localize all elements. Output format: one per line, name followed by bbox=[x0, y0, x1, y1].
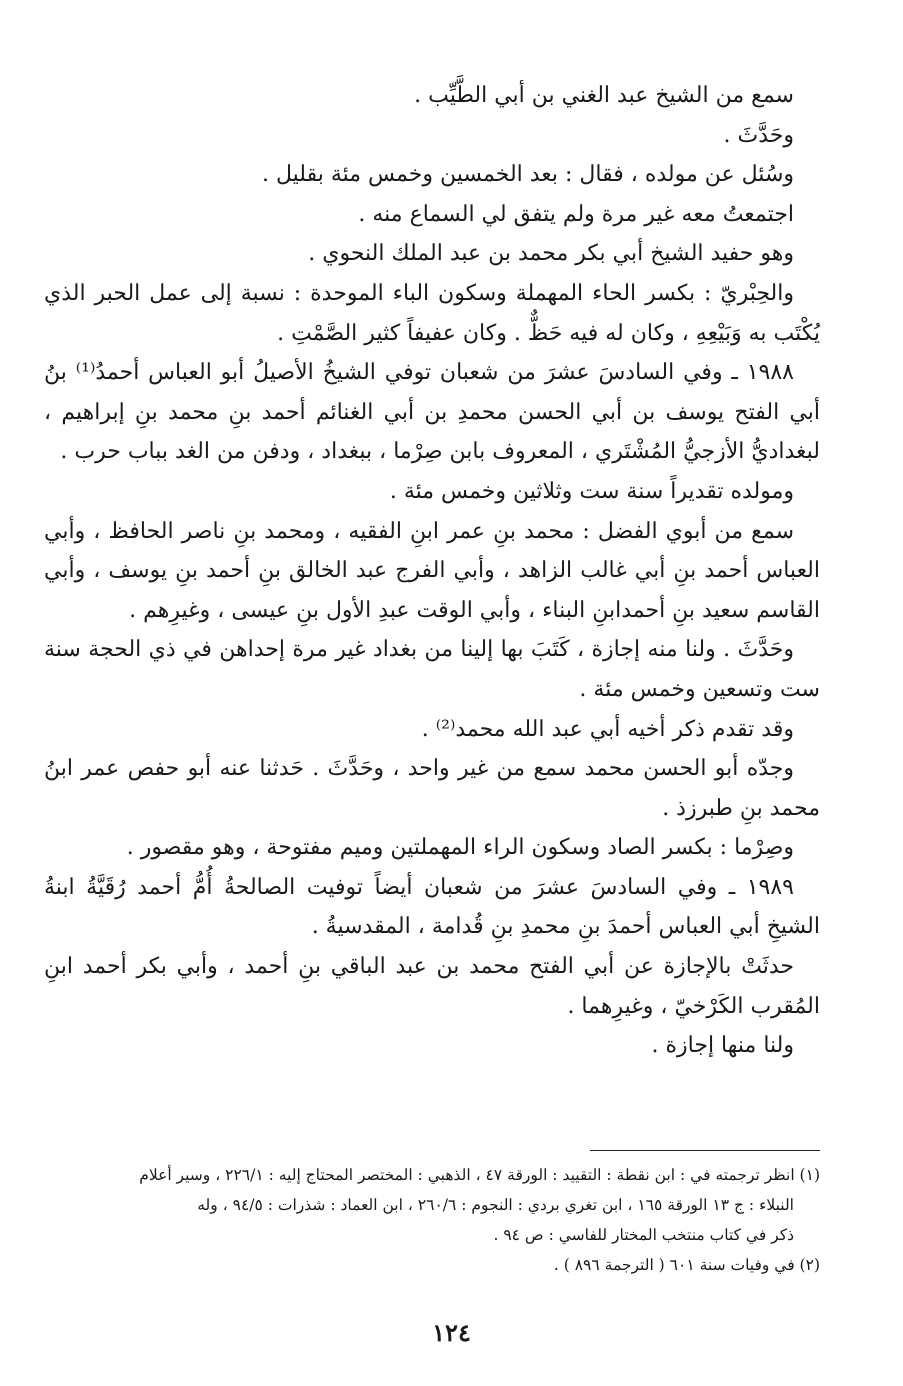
paragraph: حدثَتْ بالإجازة عن أبي الفتح محمد بن عبد الباقي بنِ أحمد ، وأبي بكر أحمد ابنِ المُقرب الكَرْخيّ ، وغيرِهما . bbox=[44, 954, 820, 1019]
main-text bbox=[44, 76, 820, 1066]
paragraph: اجتمعتُ معه غير مرة ولم يتفق لي السماع منه . bbox=[358, 201, 794, 227]
paragraph: ومولده تقديراً سنة ست وثلاثين وخمس مئة . bbox=[389, 478, 794, 504]
paragraph: وصِرْما : بكسر الصاد وسكون الراء المهملتين وميم مفتوحة ، وهو مقصور . bbox=[126, 835, 794, 861]
paragraph: والحِبْريّ : بكسر الحاء المهملة وسكون الباء الموحدة : نسبة إلى عمل الحبر الذي يُكْتَب به وَبَيْعِهِ ، وكان له فيه حَظٌّ . وكان عفيفاً كثير الصَّمْتِ . bbox=[44, 280, 820, 346]
footnote-line: ذكر في كتاب منتخب المختار للفاسي : ص ٩٤ . bbox=[493, 1226, 794, 1244]
paragraph: ولنا منها إجازة . bbox=[651, 1033, 794, 1059]
paragraph: سمع من الشيخ عبد الغني بن أبي الطَّيِّب . bbox=[414, 83, 794, 108]
page-number: ١٢٤ bbox=[432, 1318, 471, 1347]
paragraph: وحَدَّثَ . ولنا منه إجازة ، كَتَبَ بها إلينا من بغداد غير مرة إحداهن في ذي الحجة سنة ست وتسعين وخمس مئة . bbox=[44, 637, 820, 702]
paragraph: وحَدَّثَ . bbox=[723, 122, 794, 148]
footnote-line: (٢) في وفيات سنة ٦٠١ ( الترجمة ٨٩٦ ) . bbox=[553, 1256, 820, 1274]
paragraph: وهو حفيد الشيخ أبي بكر محمد بن عبد الملك النحوي . bbox=[308, 241, 794, 267]
entry-1988: ١٩٨٨ ـ وفي السادسَ عشرَ من شعبان توفي الشيخُ الأصيلُ أبو العباس أحمدُ⁽¹⁾ بنُ أبي الفتح يوسف بن أبي الحسن محمدِ بن أبي الغنائم أحمد بنِ محمد بنِ إبراهيم ، لبغداديُّ الأزجيُّ المُشْتَري ، المعروف بابن صِرْما ، ببغداد ، ودفن من الغد بباب حرب . bbox=[44, 360, 820, 465]
footnote-line: النبلاء : ج ١٣ الورقة ١٦٥ ، ابن تغري بردي : النجوم : ٢٦٠/٦ ، ابن العماد : شذرات : ٩٤/٥ ، وله bbox=[197, 1196, 794, 1214]
footnote-separator bbox=[590, 1150, 820, 1151]
paragraph: وجدّه أبو الحسن محمد سمع من غير واحد ، وحَدَّثَ . حَدثنا عنه أبو حفص عمر ابنُ محمد بنِ طبرزذ . bbox=[44, 756, 820, 821]
paragraph: سمع من أبوي الفضل : محمد بنِ عمر ابنِ الفقيه ، ومحمد بنِ ناصر الحافظ ، وأبي العباس أحمد بنِ أبي غالب الزاهد ، وأبي الفرج عبد الخالق بنِ أحمد بنِ يوسف ، وأبي القاسم سعيد بنِ أحمدابنِ البناء ، وأبي الوقت عبدِ الأول بنِ عيسى ، وغيرِهم . bbox=[44, 518, 820, 623]
paragraph: وسُئل عن مولده ، فقال : بعد الخمسين وخمس مئة بقليل . bbox=[262, 162, 794, 188]
entry-1989: ١٩٨٩ ـ وفي السادسَ عشرَ من شعبان أيضاً توفيت الصالحةُ أُمُّ أحمد رُقَيَّةُ ابنةُ الشيخِ أبي العباس أحمدَ بنِ محمدِ بنِ قُدامة ، المقدسيةُ . bbox=[44, 874, 820, 940]
footnote-line: (١) انظر ترجمته في : ابن نقطة : التقييد : الورقة ٤٧ ، الذهبي : المختصر المحتاج إليه : ٢٢٦/١ ، وسير أعلام bbox=[139, 1166, 820, 1184]
paragraph: وقد تقدم ذكر أخيه أبي عبد الله محمد⁽²⁾ . bbox=[421, 716, 794, 742]
footnotes bbox=[40, 1160, 820, 1280]
